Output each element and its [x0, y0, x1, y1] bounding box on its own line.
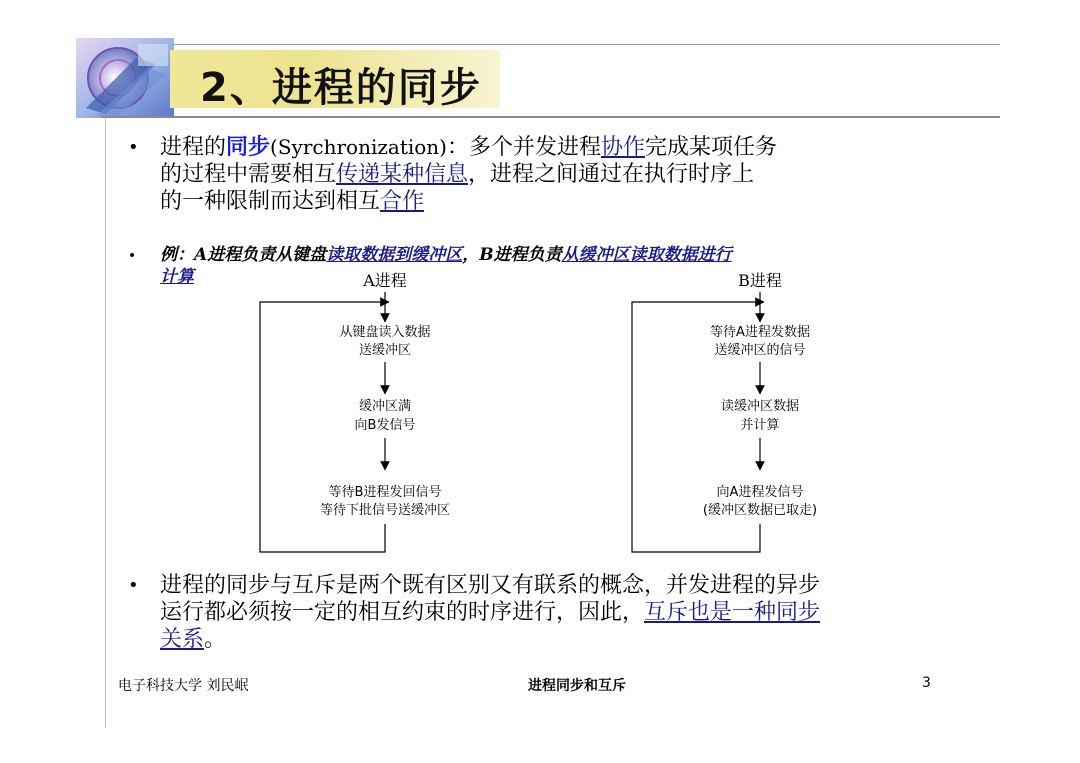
text: ，B进程负责 [462, 245, 562, 265]
bullet-dot-icon: • [128, 248, 137, 264]
text: ，进程之间通过在执行时序上 [468, 162, 755, 187]
text: 进程的 [160, 135, 227, 160]
footer-author: 电子科技大学 刘民岷 [118, 678, 249, 694]
a-step-1-line-1: 从键盘读入数据 [339, 325, 431, 340]
example-line-1 [160, 244, 960, 266]
bullet-3-line-2 [160, 599, 980, 626]
a-step-2-line-2: 向B发信号 [354, 418, 416, 433]
b-step-2-line-1: 读缓冲区数据 [720, 399, 800, 414]
text: A进程负责从键盘 [194, 245, 327, 265]
a-process-title: A进程 [363, 271, 407, 290]
bullet-dot-icon: • [128, 575, 139, 596]
title-rule [102, 116, 1000, 118]
slide-title: 2、进程的同步 [200, 65, 482, 111]
bullet-3 [160, 572, 980, 653]
a-step-3-line-1: 等待B进程发回信号 [328, 485, 442, 500]
link-cooperate[interactable]: 协作 [601, 135, 646, 160]
bullet-1 [160, 134, 960, 215]
bullet-1-line-3 [160, 188, 960, 215]
a-step-2-line-1: 缓冲区满 [358, 399, 412, 414]
link-mutex-is-sync[interactable]: 互斥也是一种同步 [644, 600, 821, 625]
link-cooperation[interactable]: 合作 [380, 189, 425, 214]
latin-term: (Syrchronization) [270, 135, 447, 159]
a-step-3-line-2: 等待下批信号送缓冲区 [319, 503, 451, 518]
b-step-1-line-1: 等待A进程发数据 [710, 325, 810, 340]
bullet-1-line-2 [160, 161, 960, 188]
text: 的过程中需要相互 [160, 162, 337, 187]
bullet-3-line-3 [160, 626, 980, 653]
b-step-3-line-1: 向A进程发信号 [716, 485, 804, 500]
link-read-to-buffer[interactable]: 读取数据到缓冲区 [326, 245, 463, 265]
footer-topic: 进程同步和互斥 [528, 678, 626, 694]
left-rule [105, 118, 106, 728]
link-relation[interactable]: 关系 [160, 627, 205, 652]
text: 的一种限制而达到相互 [160, 189, 381, 214]
text: ：多个并发进程 [446, 135, 601, 160]
process-flow-diagram [240, 268, 818, 558]
b-step-3-line-2: (缓冲区数据已取走) [702, 503, 818, 518]
keyword-sync: 同步 [226, 135, 271, 160]
text: 。 [204, 627, 227, 652]
text: 完成某项任务 [645, 135, 778, 160]
bullet-3-line-1: 进程的同步与互斥是两个既有区别又有联系的概念，并发进程的异步 [160, 573, 821, 598]
b-step-2-line-2: 并计算 [740, 418, 780, 433]
bullet-1-line-1 [160, 134, 960, 161]
b-process-title: B进程 [738, 271, 782, 290]
link-read-from-buffer[interactable]: 从缓冲区读取数据进行 [561, 245, 732, 265]
top-rule [170, 44, 1000, 45]
text: 运行都必须按一定的相互约束的时序进行，因此， [160, 600, 645, 625]
link-pass-info[interactable]: 传递某种信息 [336, 162, 469, 187]
link-compute[interactable]: 计算 [160, 267, 194, 287]
a-step-1-line-2: 送缓冲区 [358, 343, 412, 358]
example-label: 例： [160, 245, 194, 265]
bullet-dot-icon: • [128, 137, 139, 158]
abstract-logo-graphic-icon [76, 38, 174, 118]
b-step-1-line-2: 送缓冲区的信号 [714, 343, 806, 358]
page-number: 3 [922, 675, 931, 691]
